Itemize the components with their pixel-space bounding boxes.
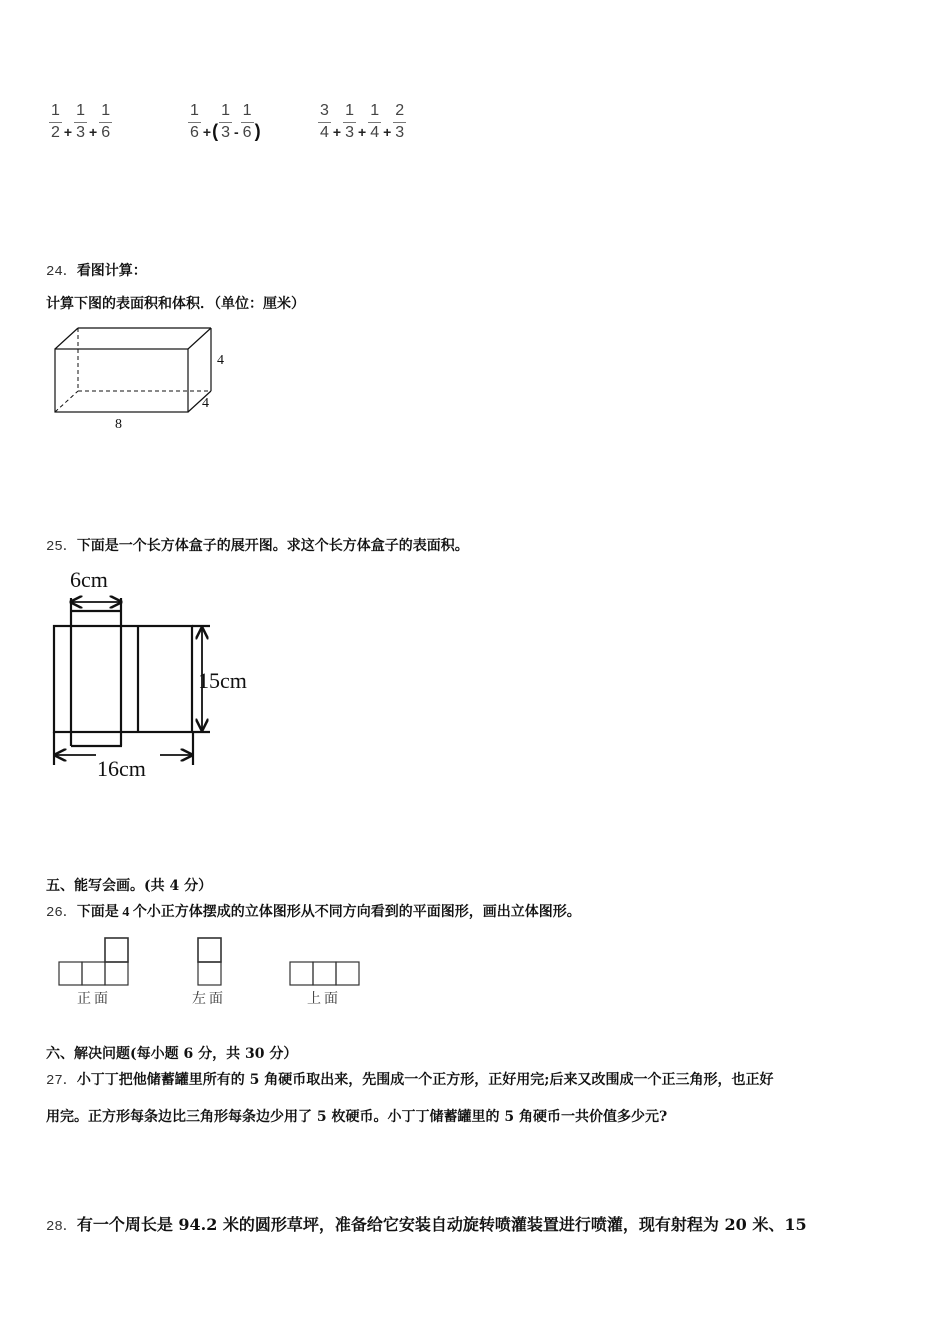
cube-count: 4 [122,905,130,920]
question-text: 个小正方体摆成的立体图形从不同方向看到的平面图形，画出立体图形。 [132,904,581,920]
fraction-expression-1 [48,102,113,142]
fraction: $\frac{1}{3}$ [76,102,85,141]
question-27-line-1 [46,1071,773,1090]
question-text: 小丁丁把他储蓄罐里所有的 5 角硬币取出来，先围成一个正方形，正好用完;后来又改围成一个正三角形，也正好 [76,1072,774,1088]
fraction: $\frac{1}{2}$ [51,102,60,141]
close-paren: ) [254,120,261,141]
view-label-top: 上面 [307,991,341,1007]
height-label: 4 [217,353,224,368]
fraction: $\frac{1}{6}$ [101,102,111,141]
plus-operator: + [202,124,212,140]
question-number: 27． [46,1073,77,1089]
minus-operator: - [234,124,239,140]
top-dimension-label: 6cm [70,567,108,592]
view-label-front: 正面 [77,991,111,1007]
fraction-expression-2 [187,102,261,142]
question-number: 26． [46,905,77,921]
width-label: 4 [202,396,209,411]
question-text: 有一个周长是 94.2 米的圆形草坪，准备给它安装自动旋转喷灌装置进行喷灌，现有射程为 20 米、15 [76,1215,807,1234]
plus-operator: + [332,124,342,140]
plus-operator: + [63,124,73,140]
question-number: 25． [46,539,77,555]
question-27-line-2: 用完。正方形每条边比三角形每条边少用了 5 枚硬币。小丁丁储蓄罐里的 5 角硬币一共价值多少元? [46,1109,668,1125]
question-number: 24． [46,264,77,280]
cuboid-figure [40,320,240,435]
question-26 [46,903,581,922]
length-label: 8 [115,417,122,432]
question-text: 下面是 [76,904,119,920]
fraction: $\frac{1}{3}$ [345,102,354,141]
plus-operator: + [383,124,392,140]
open-paren: ( [212,120,219,141]
question-24-header [46,262,147,281]
three-views-figure [50,930,380,990]
plus-operator: + [89,124,98,140]
question-number: 28． [46,1219,77,1235]
fraction: $\frac{2}{3}$ [395,102,405,141]
bottom-dimension-label: 16cm [97,756,146,781]
plus-operator: + [358,124,367,140]
question-25 [46,537,469,556]
question-24-instruction: 计算下图的表面积和体积．（单位：厘米） [46,296,305,312]
fraction: $\frac{1}{4}$ [370,102,380,141]
fraction: $\frac{1}{6}$ [190,102,199,141]
fraction-expression-3 [317,102,407,142]
right-dimension-label: 15cm [198,668,247,693]
fraction: $\frac{1}{6}$ [242,102,252,141]
question-title: 看图计算： [76,263,147,279]
box-net-figure [40,560,280,785]
section-6-heading: 六、解决问题(每小题 6 分，共 30 分） [46,1046,298,1062]
question-text: 下面是一个长方体盒子的展开图。求这个长方体盒子的表面积。 [76,538,469,554]
fraction: $\frac{1}{3}$ [221,102,230,141]
view-label-left: 左面 [192,991,226,1007]
fraction: $\frac{3}{4}$ [320,102,329,141]
section-5-heading: 五、能写会画。(共 4 分） [46,878,213,894]
question-28 [46,1215,807,1237]
